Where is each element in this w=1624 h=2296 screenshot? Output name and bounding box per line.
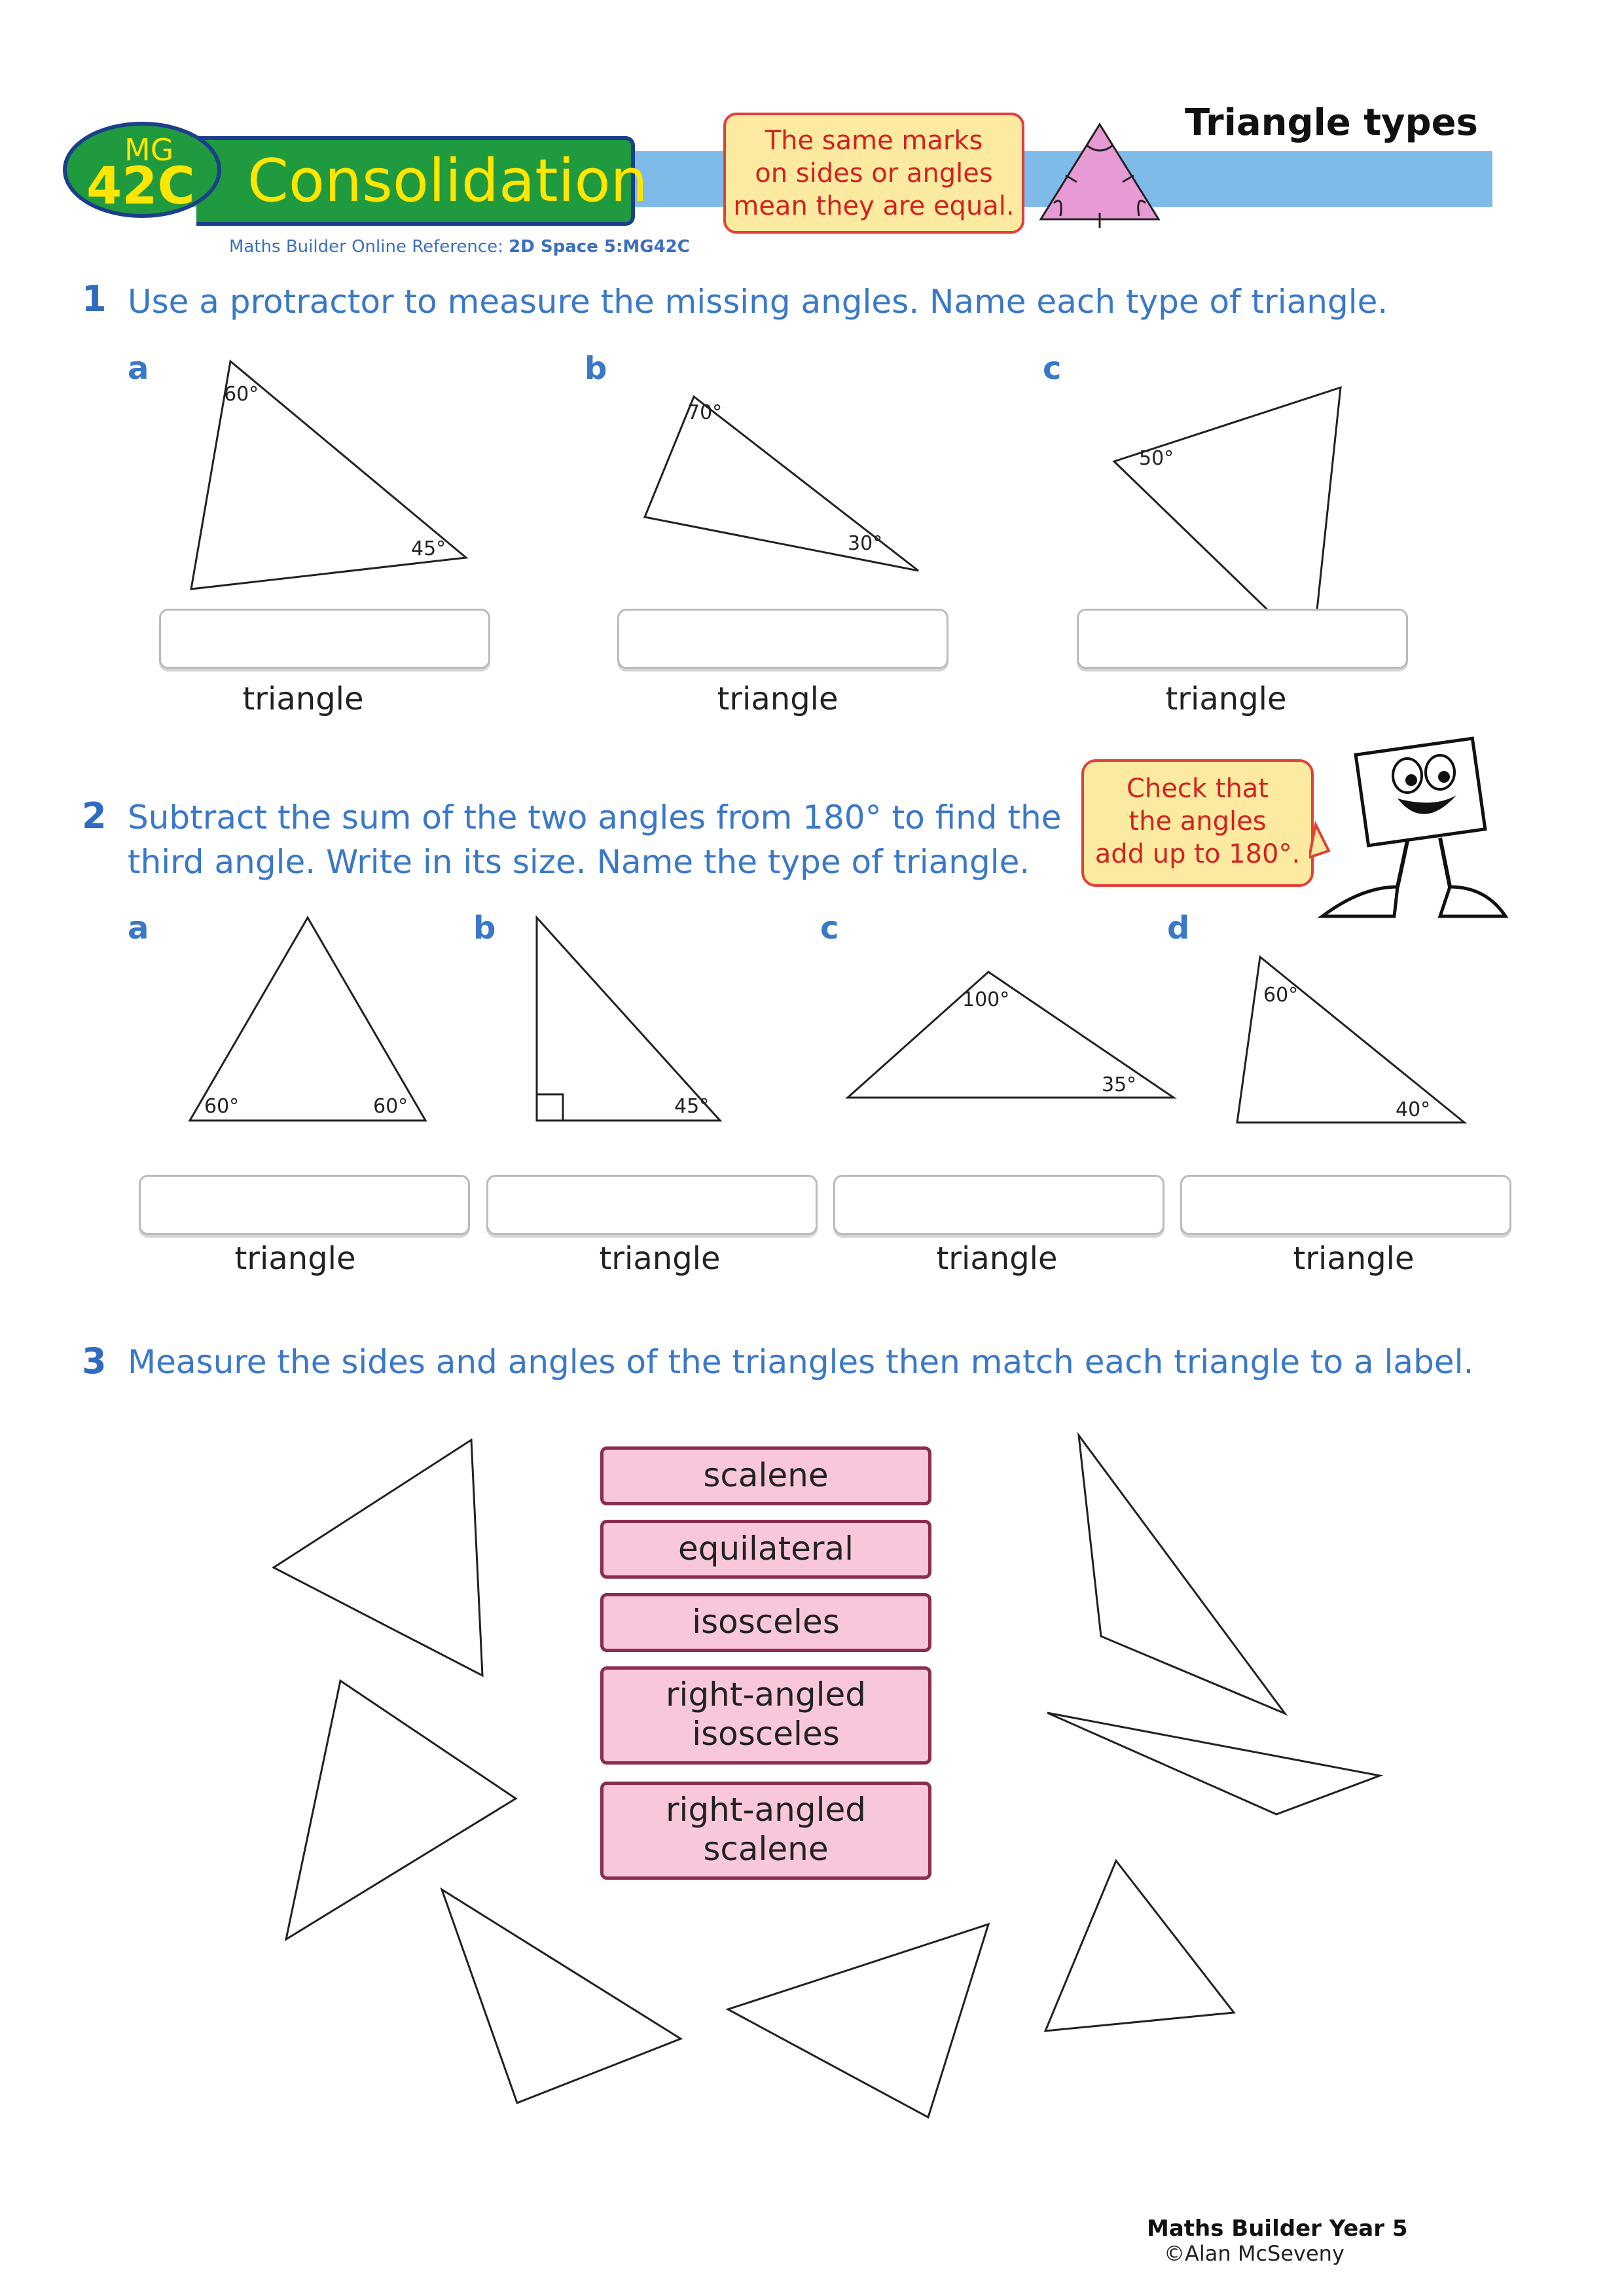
reference-prefix: Maths Builder Online Reference: bbox=[229, 237, 509, 257]
q1c-angle-left: 50° bbox=[1139, 447, 1174, 470]
q2a-angle-right: 60° bbox=[373, 1095, 408, 1118]
q2-label-c: c bbox=[820, 910, 839, 946]
title-box bbox=[196, 136, 648, 226]
q2-answer-a[interactable] bbox=[139, 1175, 470, 1235]
tag-text: isosceles bbox=[692, 1715, 840, 1753]
q1-label-a: a bbox=[128, 350, 149, 387]
tag-text: scalene bbox=[703, 1830, 829, 1868]
question-1-instruction: Use a protractor to measure the missing angles. Name each type of triangle. bbox=[128, 283, 1388, 321]
question-2-instruction-line2: third angle. Write in its size. Name the type of triangle. bbox=[128, 843, 1030, 881]
q1-label-b: b bbox=[585, 350, 607, 387]
tag-text: isosceles bbox=[692, 1603, 840, 1641]
q2b-angle-right: 45° bbox=[674, 1095, 710, 1118]
lesson-badge bbox=[63, 122, 221, 218]
q2-suffix-a: triangle bbox=[234, 1240, 356, 1277]
badge-number: 42C bbox=[86, 157, 195, 216]
q1-suffix-b: triangle bbox=[717, 681, 839, 717]
hint-line: add up to 180°. bbox=[1094, 839, 1301, 869]
cartoon-character-icon bbox=[1309, 726, 1512, 923]
q1-suffix-a: triangle bbox=[242, 681, 364, 717]
q3-triangle-2 bbox=[1079, 1435, 1285, 1713]
badge-prefix: MG bbox=[124, 132, 174, 168]
q2c-angle-top: 100° bbox=[962, 988, 1010, 1011]
q2c-angle-right: 35° bbox=[1102, 1073, 1137, 1096]
q1b-angle-right: 30° bbox=[848, 532, 883, 555]
tag-right-angled-scalene[interactable] bbox=[600, 1782, 931, 1880]
q2a-angle-left: 60° bbox=[204, 1095, 240, 1118]
q2-answer-d[interactable] bbox=[1180, 1175, 1511, 1235]
q2-suffix-c: triangle bbox=[936, 1240, 1058, 1277]
equilateral-marks-icon bbox=[1034, 118, 1165, 236]
q1-label-c: c bbox=[1043, 350, 1062, 387]
topic-title: Triangle types bbox=[1185, 101, 1478, 144]
hint-line: the angles bbox=[1128, 806, 1267, 836]
q2-triangle-d bbox=[1224, 949, 1473, 1132]
q2-triangle-b bbox=[527, 910, 736, 1132]
footer-copyright: ©Alan McSeveny bbox=[1164, 2241, 1344, 2266]
tag-text: equilateral bbox=[677, 1530, 854, 1568]
q1a-angle-top: 60° bbox=[224, 383, 259, 406]
q2d-angle-right: 40° bbox=[1396, 1098, 1431, 1121]
q3-triangle-7 bbox=[1045, 1861, 1234, 2031]
tag-text: right-angled bbox=[666, 1676, 866, 1713]
online-reference bbox=[229, 237, 690, 257]
q1-suffix-c: triangle bbox=[1165, 681, 1287, 717]
note-line: on sides or angles bbox=[755, 158, 993, 188]
reference-code: 2D Space 5:MG42C bbox=[509, 237, 690, 257]
page-title: Consolidation bbox=[247, 147, 648, 215]
q2-triangle-c bbox=[841, 965, 1182, 1109]
equal-marks-note bbox=[723, 113, 1024, 234]
q1a-angle-right: 45° bbox=[411, 537, 446, 560]
q2-answer-b[interactable] bbox=[486, 1175, 818, 1235]
tag-right-angled-isosceles[interactable] bbox=[600, 1666, 931, 1765]
footer-book: Maths Builder Year 5 bbox=[1147, 2215, 1408, 2242]
q2-label-d: d bbox=[1167, 910, 1190, 946]
q2-triangle-a bbox=[183, 910, 432, 1132]
q3-triangle-4 bbox=[1047, 1713, 1380, 1814]
question-2-number: 2 bbox=[82, 795, 107, 836]
hint-bubble bbox=[1081, 759, 1314, 887]
question-2-instruction-line1: Subtract the sum of the two angles from 180° to find the bbox=[128, 798, 1062, 836]
q1-answer-c[interactable] bbox=[1077, 609, 1408, 669]
tag-equilateral[interactable] bbox=[600, 1520, 931, 1579]
q1-answer-b[interactable] bbox=[617, 609, 948, 669]
q2-answer-c[interactable] bbox=[833, 1175, 1164, 1235]
q1-answer-a[interactable] bbox=[159, 609, 490, 669]
hint-line: Check that bbox=[1127, 774, 1269, 804]
tag-text: scalene bbox=[703, 1456, 829, 1494]
q3-triangle-6 bbox=[728, 1924, 988, 2117]
q2-label-b: b bbox=[473, 910, 496, 946]
q1b-angle-top: 70° bbox=[687, 401, 723, 424]
q3-triangle-3 bbox=[286, 1681, 516, 1939]
q2-suffix-b: triangle bbox=[599, 1240, 721, 1277]
q2-label-a: a bbox=[128, 910, 149, 946]
note-line: The same marks bbox=[765, 126, 983, 156]
question-3-number: 3 bbox=[82, 1340, 107, 1382]
tag-text: right-angled bbox=[666, 1791, 866, 1829]
q1-triangle-a bbox=[177, 353, 484, 602]
q3-triangle-1 bbox=[274, 1440, 482, 1676]
tag-scalene[interactable] bbox=[600, 1446, 931, 1505]
tag-isosceles[interactable] bbox=[600, 1593, 931, 1652]
q1-triangle-b bbox=[632, 386, 933, 583]
q3-triangle-5 bbox=[442, 1890, 681, 2103]
q2-suffix-d: triangle bbox=[1293, 1240, 1415, 1277]
note-line: mean they are equal. bbox=[733, 191, 1015, 221]
question-3-instruction: Measure the sides and angles of the triangles then match each triangle to a label. bbox=[128, 1343, 1474, 1381]
question-1-number: 1 bbox=[82, 278, 107, 319]
q2d-angle-top: 60° bbox=[1263, 984, 1299, 1007]
